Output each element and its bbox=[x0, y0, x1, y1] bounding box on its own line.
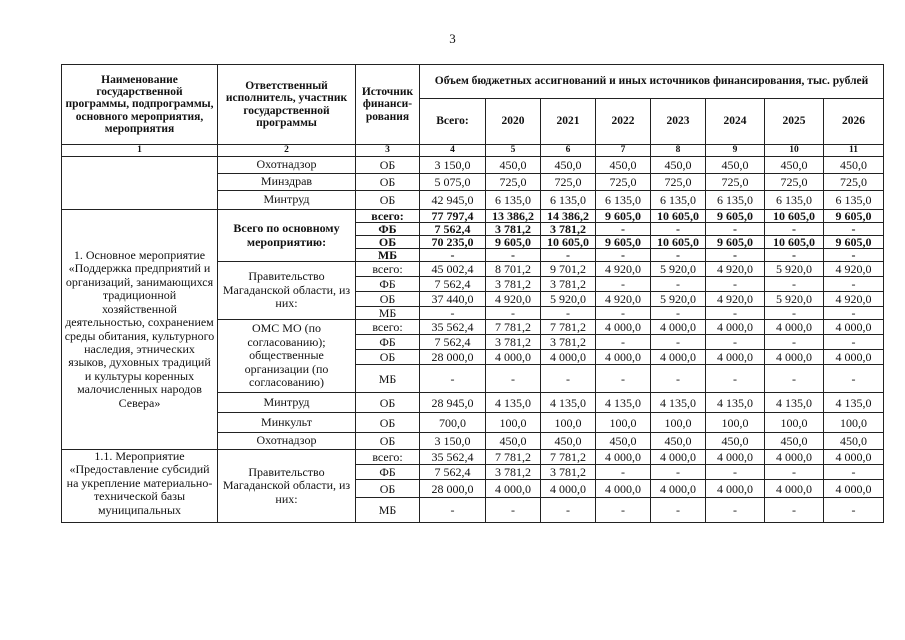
source-cell: ФБ bbox=[356, 277, 420, 292]
year-2021-cell: 10 605,0 bbox=[541, 236, 596, 249]
year-2024-cell: 4 000,0 bbox=[706, 450, 765, 465]
total-cell: 7 562,4 bbox=[420, 335, 486, 350]
total-cell: 700,0 bbox=[420, 413, 486, 433]
year-2023-cell: 10 605,0 bbox=[651, 210, 706, 223]
source-cell: ОБ bbox=[356, 413, 420, 433]
source-cell: ОБ bbox=[356, 157, 420, 174]
year-2023-cell: 5 920,0 bbox=[651, 262, 706, 277]
year-2026-cell: - bbox=[824, 335, 884, 350]
year-2026-cell: 4 000,0 bbox=[824, 450, 884, 465]
year-2024-cell: - bbox=[706, 335, 765, 350]
year-2021-cell: 4 000,0 bbox=[541, 480, 596, 498]
program-description: 1.1. Мероприятие «Предоставление субсидий на укрепление материально-технической базы муниципальных bbox=[62, 450, 218, 523]
year-2020-cell: 450,0 bbox=[486, 433, 541, 450]
year-2024-cell: - bbox=[706, 277, 765, 292]
year-2025-cell: - bbox=[765, 249, 824, 262]
source-cell: МБ bbox=[356, 498, 420, 523]
year-2025-cell: 4 135,0 bbox=[765, 393, 824, 413]
year-2023-cell: 4 000,0 bbox=[651, 350, 706, 365]
executor-cell: Охотнадзор bbox=[218, 157, 356, 174]
program-description bbox=[62, 157, 218, 210]
column-index: 6 bbox=[541, 145, 596, 157]
year-2024-cell: - bbox=[706, 223, 765, 236]
total-cell: 28 000,0 bbox=[420, 350, 486, 365]
year-2022-cell: 4 135,0 bbox=[596, 393, 651, 413]
year-2023-cell: - bbox=[651, 277, 706, 292]
year-2020-cell: 3 781,2 bbox=[486, 465, 541, 480]
year-2025-cell: 4 000,0 bbox=[765, 480, 824, 498]
year-2024-cell: 4 920,0 bbox=[706, 292, 765, 307]
year-2020-cell: 725,0 bbox=[486, 174, 541, 191]
total-cell: 37 440,0 bbox=[420, 292, 486, 307]
year-2026-cell: 9 605,0 bbox=[824, 210, 884, 223]
header-year: 2025 bbox=[765, 99, 824, 145]
page-number: 3 bbox=[449, 31, 456, 46]
year-2021-cell: 7 781,2 bbox=[541, 450, 596, 465]
total-cell: 3 150,0 bbox=[420, 157, 486, 174]
year-2026-cell: - bbox=[824, 465, 884, 480]
year-2021-cell: 4 135,0 bbox=[541, 393, 596, 413]
year-2025-cell: 4 000,0 bbox=[765, 450, 824, 465]
column-index: 1 bbox=[62, 145, 218, 157]
year-2022-cell: 450,0 bbox=[596, 157, 651, 174]
year-2022-cell: 100,0 bbox=[596, 413, 651, 433]
source-cell: ФБ bbox=[356, 335, 420, 350]
year-2026-cell: - bbox=[824, 277, 884, 292]
year-2023-cell: 5 920,0 bbox=[651, 292, 706, 307]
year-2021-cell: 725,0 bbox=[541, 174, 596, 191]
year-2026-cell: 4 920,0 bbox=[824, 292, 884, 307]
year-2023-cell: 10 605,0 bbox=[651, 236, 706, 249]
year-2022-cell: 4 920,0 bbox=[596, 262, 651, 277]
year-2025-cell: 5 920,0 bbox=[765, 292, 824, 307]
column-index: 3 bbox=[356, 145, 420, 157]
year-2025-cell: 450,0 bbox=[765, 157, 824, 174]
year-2020-cell: 13 386,2 bbox=[486, 210, 541, 223]
executor-cell: Всего по основному мероприятию: bbox=[218, 210, 356, 262]
year-2020-cell: 8 701,2 bbox=[486, 262, 541, 277]
year-2022-cell: - bbox=[596, 249, 651, 262]
year-2020-cell: 7 781,2 bbox=[486, 450, 541, 465]
source-cell: ОБ bbox=[356, 191, 420, 210]
year-2023-cell: 4 000,0 bbox=[651, 450, 706, 465]
executor-cell: Правительство Магаданской области, из них: bbox=[218, 262, 356, 320]
year-2020-cell: 3 781,2 bbox=[486, 335, 541, 350]
year-2024-cell: 9 605,0 bbox=[706, 236, 765, 249]
year-2022-cell: - bbox=[596, 498, 651, 523]
year-2024-cell: - bbox=[706, 249, 765, 262]
year-2020-cell: - bbox=[486, 307, 541, 320]
year-2025-cell: - bbox=[765, 498, 824, 523]
year-2026-cell: 4 135,0 bbox=[824, 393, 884, 413]
year-2022-cell: - bbox=[596, 307, 651, 320]
year-2021-cell: 6 135,0 bbox=[541, 191, 596, 210]
year-2025-cell: - bbox=[765, 335, 824, 350]
year-2022-cell: 9 605,0 bbox=[596, 236, 651, 249]
total-cell: 7 562,4 bbox=[420, 277, 486, 292]
year-2023-cell: 725,0 bbox=[651, 174, 706, 191]
source-cell: МБ bbox=[356, 365, 420, 393]
year-2020-cell: 4 000,0 bbox=[486, 350, 541, 365]
year-2024-cell: - bbox=[706, 498, 765, 523]
year-2021-cell: - bbox=[541, 365, 596, 393]
program-description: 1. Основное мероприятие «Поддержка предприятий и организаций, занимающихся традиционной хозяйственной деятельностью, сохранением среды обитания, культурного наследия, этнических языков, духовных традиций и культуры коренных малочисленных народов Севера» bbox=[62, 210, 218, 450]
executor-cell: Минтруд bbox=[218, 191, 356, 210]
year-2023-cell: 100,0 bbox=[651, 413, 706, 433]
year-2024-cell: 6 135,0 bbox=[706, 191, 765, 210]
source-cell: ОБ bbox=[356, 480, 420, 498]
total-cell: 28 000,0 bbox=[420, 480, 486, 498]
year-2026-cell: 4 000,0 bbox=[824, 480, 884, 498]
year-2023-cell: - bbox=[651, 498, 706, 523]
total-cell: 77 797,4 bbox=[420, 210, 486, 223]
source-cell: ОБ bbox=[356, 433, 420, 450]
total-cell: 28 945,0 bbox=[420, 393, 486, 413]
header-year: 2020 bbox=[486, 99, 541, 145]
year-2026-cell: 725,0 bbox=[824, 174, 884, 191]
year-2024-cell: 450,0 bbox=[706, 157, 765, 174]
year-2023-cell: - bbox=[651, 249, 706, 262]
year-2022-cell: - bbox=[596, 465, 651, 480]
header-total: Всего: bbox=[420, 99, 486, 145]
source-cell: МБ bbox=[356, 307, 420, 320]
table-row bbox=[62, 210, 884, 223]
year-2020-cell: 3 781,2 bbox=[486, 277, 541, 292]
total-cell: 7 562,4 bbox=[420, 465, 486, 480]
year-2025-cell: 725,0 bbox=[765, 174, 824, 191]
year-2026-cell: 9 605,0 bbox=[824, 236, 884, 249]
year-2025-cell: 450,0 bbox=[765, 433, 824, 450]
year-2024-cell: 4 920,0 bbox=[706, 262, 765, 277]
year-2024-cell: 9 605,0 bbox=[706, 210, 765, 223]
year-2025-cell: 4 000,0 bbox=[765, 350, 824, 365]
year-2025-cell: 10 605,0 bbox=[765, 236, 824, 249]
year-2022-cell: 4 920,0 bbox=[596, 292, 651, 307]
total-cell: 35 562,4 bbox=[420, 320, 486, 335]
column-index: 4 bbox=[420, 145, 486, 157]
year-2021-cell: 3 781,2 bbox=[541, 223, 596, 236]
year-2022-cell: - bbox=[596, 277, 651, 292]
year-2021-cell: - bbox=[541, 498, 596, 523]
year-2023-cell: 6 135,0 bbox=[651, 191, 706, 210]
year-2023-cell: 4 135,0 bbox=[651, 393, 706, 413]
year-2024-cell: 4 135,0 bbox=[706, 393, 765, 413]
year-2023-cell: 450,0 bbox=[651, 157, 706, 174]
year-2021-cell: 7 781,2 bbox=[541, 320, 596, 335]
total-cell: 7 562,4 bbox=[420, 223, 486, 236]
source-cell: ОБ bbox=[356, 174, 420, 191]
executor-cell: Минздрав bbox=[218, 174, 356, 191]
total-cell: 42 945,0 bbox=[420, 191, 486, 210]
year-2022-cell: 4 000,0 bbox=[596, 350, 651, 365]
year-2021-cell: - bbox=[541, 307, 596, 320]
year-2026-cell: 450,0 bbox=[824, 157, 884, 174]
year-2020-cell: 4 920,0 bbox=[486, 292, 541, 307]
year-2023-cell: - bbox=[651, 223, 706, 236]
source-cell: всего: bbox=[356, 450, 420, 465]
header-executor: Ответственный исполнитель, участник государственной программы bbox=[218, 65, 356, 145]
year-2026-cell: 4 920,0 bbox=[824, 262, 884, 277]
year-2025-cell: - bbox=[765, 223, 824, 236]
year-2022-cell: 450,0 bbox=[596, 433, 651, 450]
year-2020-cell: - bbox=[486, 498, 541, 523]
year-2020-cell: 450,0 bbox=[486, 157, 541, 174]
year-2023-cell: 4 000,0 bbox=[651, 480, 706, 498]
year-2023-cell: - bbox=[651, 365, 706, 393]
source-cell: ОБ bbox=[356, 350, 420, 365]
year-2024-cell: 4 000,0 bbox=[706, 480, 765, 498]
year-2024-cell: 4 000,0 bbox=[706, 320, 765, 335]
year-2022-cell: - bbox=[596, 365, 651, 393]
year-2025-cell: 4 000,0 bbox=[765, 320, 824, 335]
year-2021-cell: 450,0 bbox=[541, 433, 596, 450]
year-2020-cell: 4 000,0 bbox=[486, 480, 541, 498]
year-2022-cell: 9 605,0 bbox=[596, 210, 651, 223]
year-2021-cell: - bbox=[541, 249, 596, 262]
column-index: 7 bbox=[596, 145, 651, 157]
year-2024-cell: - bbox=[706, 465, 765, 480]
year-2026-cell: - bbox=[824, 365, 884, 393]
year-2026-cell: 4 000,0 bbox=[824, 350, 884, 365]
year-2020-cell: 7 781,2 bbox=[486, 320, 541, 335]
total-cell: 45 002,4 bbox=[420, 262, 486, 277]
source-cell: всего: bbox=[356, 210, 420, 223]
header-source: Источник финанси-рования bbox=[356, 65, 420, 145]
total-cell: 70 235,0 bbox=[420, 236, 486, 249]
year-2024-cell: 725,0 bbox=[706, 174, 765, 191]
header-year: 2023 bbox=[651, 99, 706, 145]
year-2024-cell: 450,0 bbox=[706, 433, 765, 450]
year-2026-cell: - bbox=[824, 307, 884, 320]
year-2022-cell: - bbox=[596, 223, 651, 236]
header-year: 2021 bbox=[541, 99, 596, 145]
executor-cell: Минтруд bbox=[218, 393, 356, 413]
executor-cell: Минкульт bbox=[218, 413, 356, 433]
year-2026-cell: 100,0 bbox=[824, 413, 884, 433]
year-2025-cell: 100,0 bbox=[765, 413, 824, 433]
year-2023-cell: - bbox=[651, 335, 706, 350]
total-cell: 5 075,0 bbox=[420, 174, 486, 191]
source-cell: ОБ bbox=[356, 393, 420, 413]
year-2022-cell: 6 135,0 bbox=[596, 191, 651, 210]
year-2023-cell: - bbox=[651, 307, 706, 320]
year-2026-cell: 6 135,0 bbox=[824, 191, 884, 210]
source-cell: ФБ bbox=[356, 465, 420, 480]
year-2022-cell: 4 000,0 bbox=[596, 450, 651, 465]
year-2026-cell: - bbox=[824, 498, 884, 523]
year-2026-cell: 4 000,0 bbox=[824, 320, 884, 335]
source-cell: всего: bbox=[356, 320, 420, 335]
source-cell: всего: bbox=[356, 262, 420, 277]
table-row bbox=[62, 157, 884, 174]
header-year: 2024 bbox=[706, 99, 765, 145]
year-2025-cell: - bbox=[765, 365, 824, 393]
year-2025-cell: - bbox=[765, 307, 824, 320]
year-2021-cell: 9 701,2 bbox=[541, 262, 596, 277]
year-2024-cell: - bbox=[706, 365, 765, 393]
source-cell: ФБ bbox=[356, 223, 420, 236]
year-2021-cell: 100,0 bbox=[541, 413, 596, 433]
year-2025-cell: - bbox=[765, 277, 824, 292]
year-2024-cell: 4 000,0 bbox=[706, 350, 765, 365]
year-2024-cell: 100,0 bbox=[706, 413, 765, 433]
year-2021-cell: 14 386,2 bbox=[541, 210, 596, 223]
column-index: 9 bbox=[706, 145, 765, 157]
source-cell: МБ bbox=[356, 249, 420, 262]
year-2024-cell: - bbox=[706, 307, 765, 320]
year-2025-cell: 6 135,0 bbox=[765, 191, 824, 210]
year-2021-cell: 3 781,2 bbox=[541, 335, 596, 350]
column-index: 2 bbox=[218, 145, 356, 157]
year-2020-cell: 100,0 bbox=[486, 413, 541, 433]
year-2021-cell: 450,0 bbox=[541, 157, 596, 174]
year-2022-cell: 725,0 bbox=[596, 174, 651, 191]
year-2025-cell: 5 920,0 bbox=[765, 262, 824, 277]
budget-table bbox=[61, 64, 884, 523]
header-year: 2022 bbox=[596, 99, 651, 145]
executor-cell: Охотнадзор bbox=[218, 433, 356, 450]
year-2020-cell: - bbox=[486, 365, 541, 393]
column-index: 5 bbox=[486, 145, 541, 157]
column-index: 8 bbox=[651, 145, 706, 157]
total-cell: - bbox=[420, 249, 486, 262]
column-index: 11 bbox=[824, 145, 884, 157]
total-cell: 35 562,4 bbox=[420, 450, 486, 465]
header-program: Наименование государственной программы, подпрограммы, основного мероприятия, мероприятия bbox=[62, 65, 218, 145]
year-2023-cell: - bbox=[651, 465, 706, 480]
year-2023-cell: 450,0 bbox=[651, 433, 706, 450]
year-2026-cell: - bbox=[824, 223, 884, 236]
year-2022-cell: 4 000,0 bbox=[596, 480, 651, 498]
executor-cell: ОМС МО (по согласованию); общественные организации (по согласованию) bbox=[218, 320, 356, 393]
column-index: 10 bbox=[765, 145, 824, 157]
year-2022-cell: 4 000,0 bbox=[596, 320, 651, 335]
total-cell: - bbox=[420, 307, 486, 320]
source-cell: ОБ bbox=[356, 292, 420, 307]
year-2021-cell: 3 781,2 bbox=[541, 277, 596, 292]
year-2026-cell: 450,0 bbox=[824, 433, 884, 450]
year-2025-cell: 10 605,0 bbox=[765, 210, 824, 223]
year-2025-cell: - bbox=[765, 465, 824, 480]
total-cell: 3 150,0 bbox=[420, 433, 486, 450]
source-cell: ОБ bbox=[356, 236, 420, 249]
total-cell: - bbox=[420, 365, 486, 393]
total-cell: - bbox=[420, 498, 486, 523]
table-row bbox=[62, 450, 884, 465]
year-2026-cell: - bbox=[824, 249, 884, 262]
header-volume: Объем бюджетных ассигнований и иных источников финансирования, тыс. рублей bbox=[420, 65, 884, 99]
year-2021-cell: 3 781,2 bbox=[541, 465, 596, 480]
executor-cell: Правительство Магаданской области, из них: bbox=[218, 450, 356, 523]
header-year: 2026 bbox=[824, 99, 884, 145]
year-2023-cell: 4 000,0 bbox=[651, 320, 706, 335]
year-2021-cell: 5 920,0 bbox=[541, 292, 596, 307]
year-2020-cell: 3 781,2 bbox=[486, 223, 541, 236]
year-2021-cell: 4 000,0 bbox=[541, 350, 596, 365]
year-2020-cell: 6 135,0 bbox=[486, 191, 541, 210]
year-2020-cell: 4 135,0 bbox=[486, 393, 541, 413]
year-2022-cell: - bbox=[596, 335, 651, 350]
year-2020-cell: 9 605,0 bbox=[486, 236, 541, 249]
year-2020-cell: - bbox=[486, 249, 541, 262]
